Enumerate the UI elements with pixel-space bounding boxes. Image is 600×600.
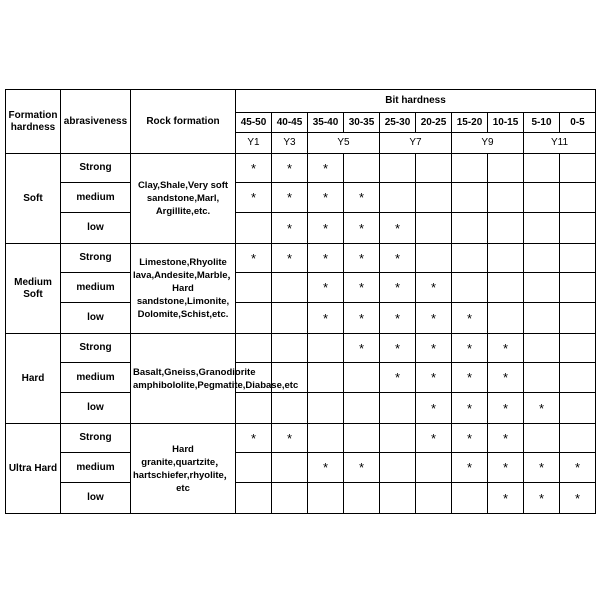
- empty-cell: [344, 424, 380, 453]
- empty-cell: [560, 273, 596, 303]
- star-mark: *: [344, 244, 380, 273]
- star-mark: *: [560, 483, 596, 514]
- star-mark: *: [308, 273, 344, 303]
- bit-hardness-range: 40-45: [272, 113, 308, 133]
- bit-code: Y7: [380, 133, 452, 154]
- empty-cell: [416, 154, 452, 183]
- bit-hardness-range: 25-30: [380, 113, 416, 133]
- star-mark: *: [524, 393, 560, 424]
- empty-cell: [308, 393, 344, 424]
- empty-cell: [416, 213, 452, 244]
- abrasiveness-cell: medium: [61, 453, 131, 483]
- star-mark: *: [488, 393, 524, 424]
- star-mark: *: [308, 244, 344, 273]
- empty-cell: [236, 334, 272, 363]
- star-mark: *: [488, 453, 524, 483]
- star-mark: *: [380, 213, 416, 244]
- empty-cell: [524, 273, 560, 303]
- star-mark: *: [344, 183, 380, 213]
- star-mark: *: [344, 213, 380, 244]
- empty-cell: [488, 244, 524, 273]
- bit-hardness-range: 20-25: [416, 113, 452, 133]
- bit-hardness-range: 0-5: [560, 113, 596, 133]
- star-mark: *: [488, 483, 524, 514]
- star-mark: *: [416, 363, 452, 393]
- rock-formation-cell: Clay,Shale,Very soft sandstone,Marl, Argillite,etc.: [131, 154, 236, 244]
- empty-cell: [236, 303, 272, 334]
- empty-cell: [524, 154, 560, 183]
- star-mark: *: [380, 334, 416, 363]
- abrasiveness-cell: Strong: [61, 154, 131, 183]
- empty-cell: [452, 213, 488, 244]
- table-row: [6, 244, 596, 273]
- empty-cell: [524, 244, 560, 273]
- empty-cell: [236, 483, 272, 514]
- star-mark: *: [236, 183, 272, 213]
- star-mark: *: [524, 483, 560, 514]
- empty-cell: [560, 154, 596, 183]
- empty-cell: [560, 303, 596, 334]
- table-row: [6, 303, 596, 334]
- table-row: [6, 154, 596, 183]
- star-mark: *: [236, 154, 272, 183]
- empty-cell: [560, 334, 596, 363]
- star-mark: *: [380, 363, 416, 393]
- table-row: [6, 334, 596, 363]
- star-mark: *: [452, 424, 488, 453]
- bit-code: Y3: [272, 133, 308, 154]
- abrasiveness-cell: medium: [61, 183, 131, 213]
- empty-cell: [452, 273, 488, 303]
- abrasiveness-cell: low: [61, 213, 131, 244]
- empty-cell: [524, 424, 560, 453]
- empty-cell: [344, 363, 380, 393]
- empty-cell: [560, 363, 596, 393]
- bit-hardness-header: Bit hardness: [236, 90, 596, 113]
- bit-hardness-table: [5, 89, 596, 514]
- bit-hardness-range: 15-20: [452, 113, 488, 133]
- empty-cell: [524, 213, 560, 244]
- abrasiveness-cell: medium: [61, 273, 131, 303]
- formation-hardness-cell: Ultra Hard: [6, 424, 61, 514]
- star-mark: *: [308, 303, 344, 334]
- empty-cell: [272, 483, 308, 514]
- star-mark: *: [488, 363, 524, 393]
- empty-cell: [236, 393, 272, 424]
- star-mark: *: [416, 334, 452, 363]
- empty-cell: [416, 453, 452, 483]
- star-mark: *: [560, 453, 596, 483]
- formation-hardness-cell: Hard: [6, 334, 61, 424]
- star-mark: *: [416, 303, 452, 334]
- abrasiveness-header: abrasiveness: [61, 90, 131, 154]
- empty-cell: [308, 334, 344, 363]
- empty-cell: [380, 424, 416, 453]
- bit-hardness-range: 5-10: [524, 113, 560, 133]
- empty-cell: [236, 453, 272, 483]
- star-mark: *: [524, 453, 560, 483]
- formation-hardness-header: Formation hardness: [6, 90, 61, 154]
- formation-hardness-cell: Soft: [6, 154, 61, 244]
- star-mark: *: [272, 183, 308, 213]
- star-mark: *: [272, 154, 308, 183]
- empty-cell: [308, 424, 344, 453]
- empty-cell: [380, 483, 416, 514]
- empty-cell: [452, 244, 488, 273]
- empty-cell: [560, 183, 596, 213]
- abrasiveness-cell: Strong: [61, 334, 131, 363]
- star-mark: *: [272, 424, 308, 453]
- table-row: [6, 363, 596, 393]
- bit-hardness-range: 35-40: [308, 113, 344, 133]
- empty-cell: [452, 183, 488, 213]
- star-mark: *: [344, 273, 380, 303]
- empty-cell: [272, 303, 308, 334]
- table-row: [6, 424, 596, 453]
- star-mark: *: [236, 244, 272, 273]
- empty-cell: [380, 393, 416, 424]
- bit-hardness-range: 30-35: [344, 113, 380, 133]
- empty-cell: [524, 363, 560, 393]
- star-mark: *: [272, 213, 308, 244]
- bit-code: Y11: [524, 133, 596, 154]
- empty-cell: [416, 183, 452, 213]
- empty-cell: [488, 213, 524, 244]
- empty-cell: [380, 183, 416, 213]
- table-row: [6, 273, 596, 303]
- bit-code: Y1: [236, 133, 272, 154]
- empty-cell: [380, 453, 416, 483]
- empty-cell: [272, 453, 308, 483]
- bit-code: Y9: [452, 133, 524, 154]
- star-mark: *: [380, 303, 416, 334]
- empty-cell: [344, 154, 380, 183]
- table-row: [6, 453, 596, 483]
- formation-hardness-cell: Medium Soft: [6, 244, 61, 334]
- star-mark: *: [416, 393, 452, 424]
- table-row: [6, 483, 596, 514]
- star-mark: *: [344, 453, 380, 483]
- empty-cell: [272, 393, 308, 424]
- empty-cell: [524, 303, 560, 334]
- star-mark: *: [308, 213, 344, 244]
- bit-hardness-range: 45-50: [236, 113, 272, 133]
- star-mark: *: [452, 303, 488, 334]
- star-mark: *: [272, 244, 308, 273]
- empty-cell: [416, 244, 452, 273]
- star-mark: *: [416, 273, 452, 303]
- abrasiveness-cell: Strong: [61, 244, 131, 273]
- table-row: [6, 213, 596, 244]
- abrasiveness-cell: low: [61, 483, 131, 514]
- empty-cell: [344, 483, 380, 514]
- empty-cell: [488, 183, 524, 213]
- star-mark: *: [308, 183, 344, 213]
- empty-cell: [560, 244, 596, 273]
- empty-cell: [524, 183, 560, 213]
- star-mark: *: [380, 273, 416, 303]
- empty-cell: [416, 483, 452, 514]
- star-mark: *: [452, 453, 488, 483]
- empty-cell: [488, 273, 524, 303]
- empty-cell: [308, 363, 344, 393]
- star-mark: *: [452, 363, 488, 393]
- star-mark: *: [344, 334, 380, 363]
- rock-formation-cell: Limestone,Rhyolite lava,Andesite,Marble，Hard sandstone,Limonite, Dolomite,Schist,etc.: [131, 244, 236, 334]
- star-mark: *: [452, 334, 488, 363]
- star-mark: *: [380, 244, 416, 273]
- empty-cell: [560, 393, 596, 424]
- abrasiveness-cell: medium: [61, 363, 131, 393]
- abrasiveness-cell: Strong: [61, 424, 131, 453]
- abrasiveness-cell: low: [61, 393, 131, 424]
- bit-code: Y5: [308, 133, 380, 154]
- empty-cell: [452, 483, 488, 514]
- abrasiveness-cell: low: [61, 303, 131, 334]
- empty-cell: [452, 154, 488, 183]
- star-mark: *: [308, 154, 344, 183]
- empty-cell: [380, 154, 416, 183]
- empty-cell: [560, 213, 596, 244]
- rock-formation-cell: Basalt,Gneiss,Granodiorite amphibololite,Pegmatite,Diabase,etc: [131, 334, 236, 424]
- empty-cell: [272, 273, 308, 303]
- empty-cell: [488, 303, 524, 334]
- bit-hardness-range: 10-15: [488, 113, 524, 133]
- empty-cell: [272, 334, 308, 363]
- star-mark: *: [344, 303, 380, 334]
- star-mark: *: [416, 424, 452, 453]
- empty-cell: [236, 213, 272, 244]
- star-mark: *: [236, 424, 272, 453]
- rock-formation-header: Rock formation: [131, 90, 236, 154]
- rock-formation-cell: Hard granite,quartzite，hartschiefer,rhyolite，etc: [131, 424, 236, 514]
- star-mark: *: [452, 393, 488, 424]
- table-row: [6, 183, 596, 213]
- empty-cell: [560, 424, 596, 453]
- star-mark: *: [488, 424, 524, 453]
- star-mark: *: [308, 453, 344, 483]
- table-row: [6, 393, 596, 424]
- empty-cell: [488, 154, 524, 183]
- empty-cell: [236, 273, 272, 303]
- star-mark: *: [488, 334, 524, 363]
- empty-cell: [344, 393, 380, 424]
- empty-cell: [524, 334, 560, 363]
- empty-cell: [308, 483, 344, 514]
